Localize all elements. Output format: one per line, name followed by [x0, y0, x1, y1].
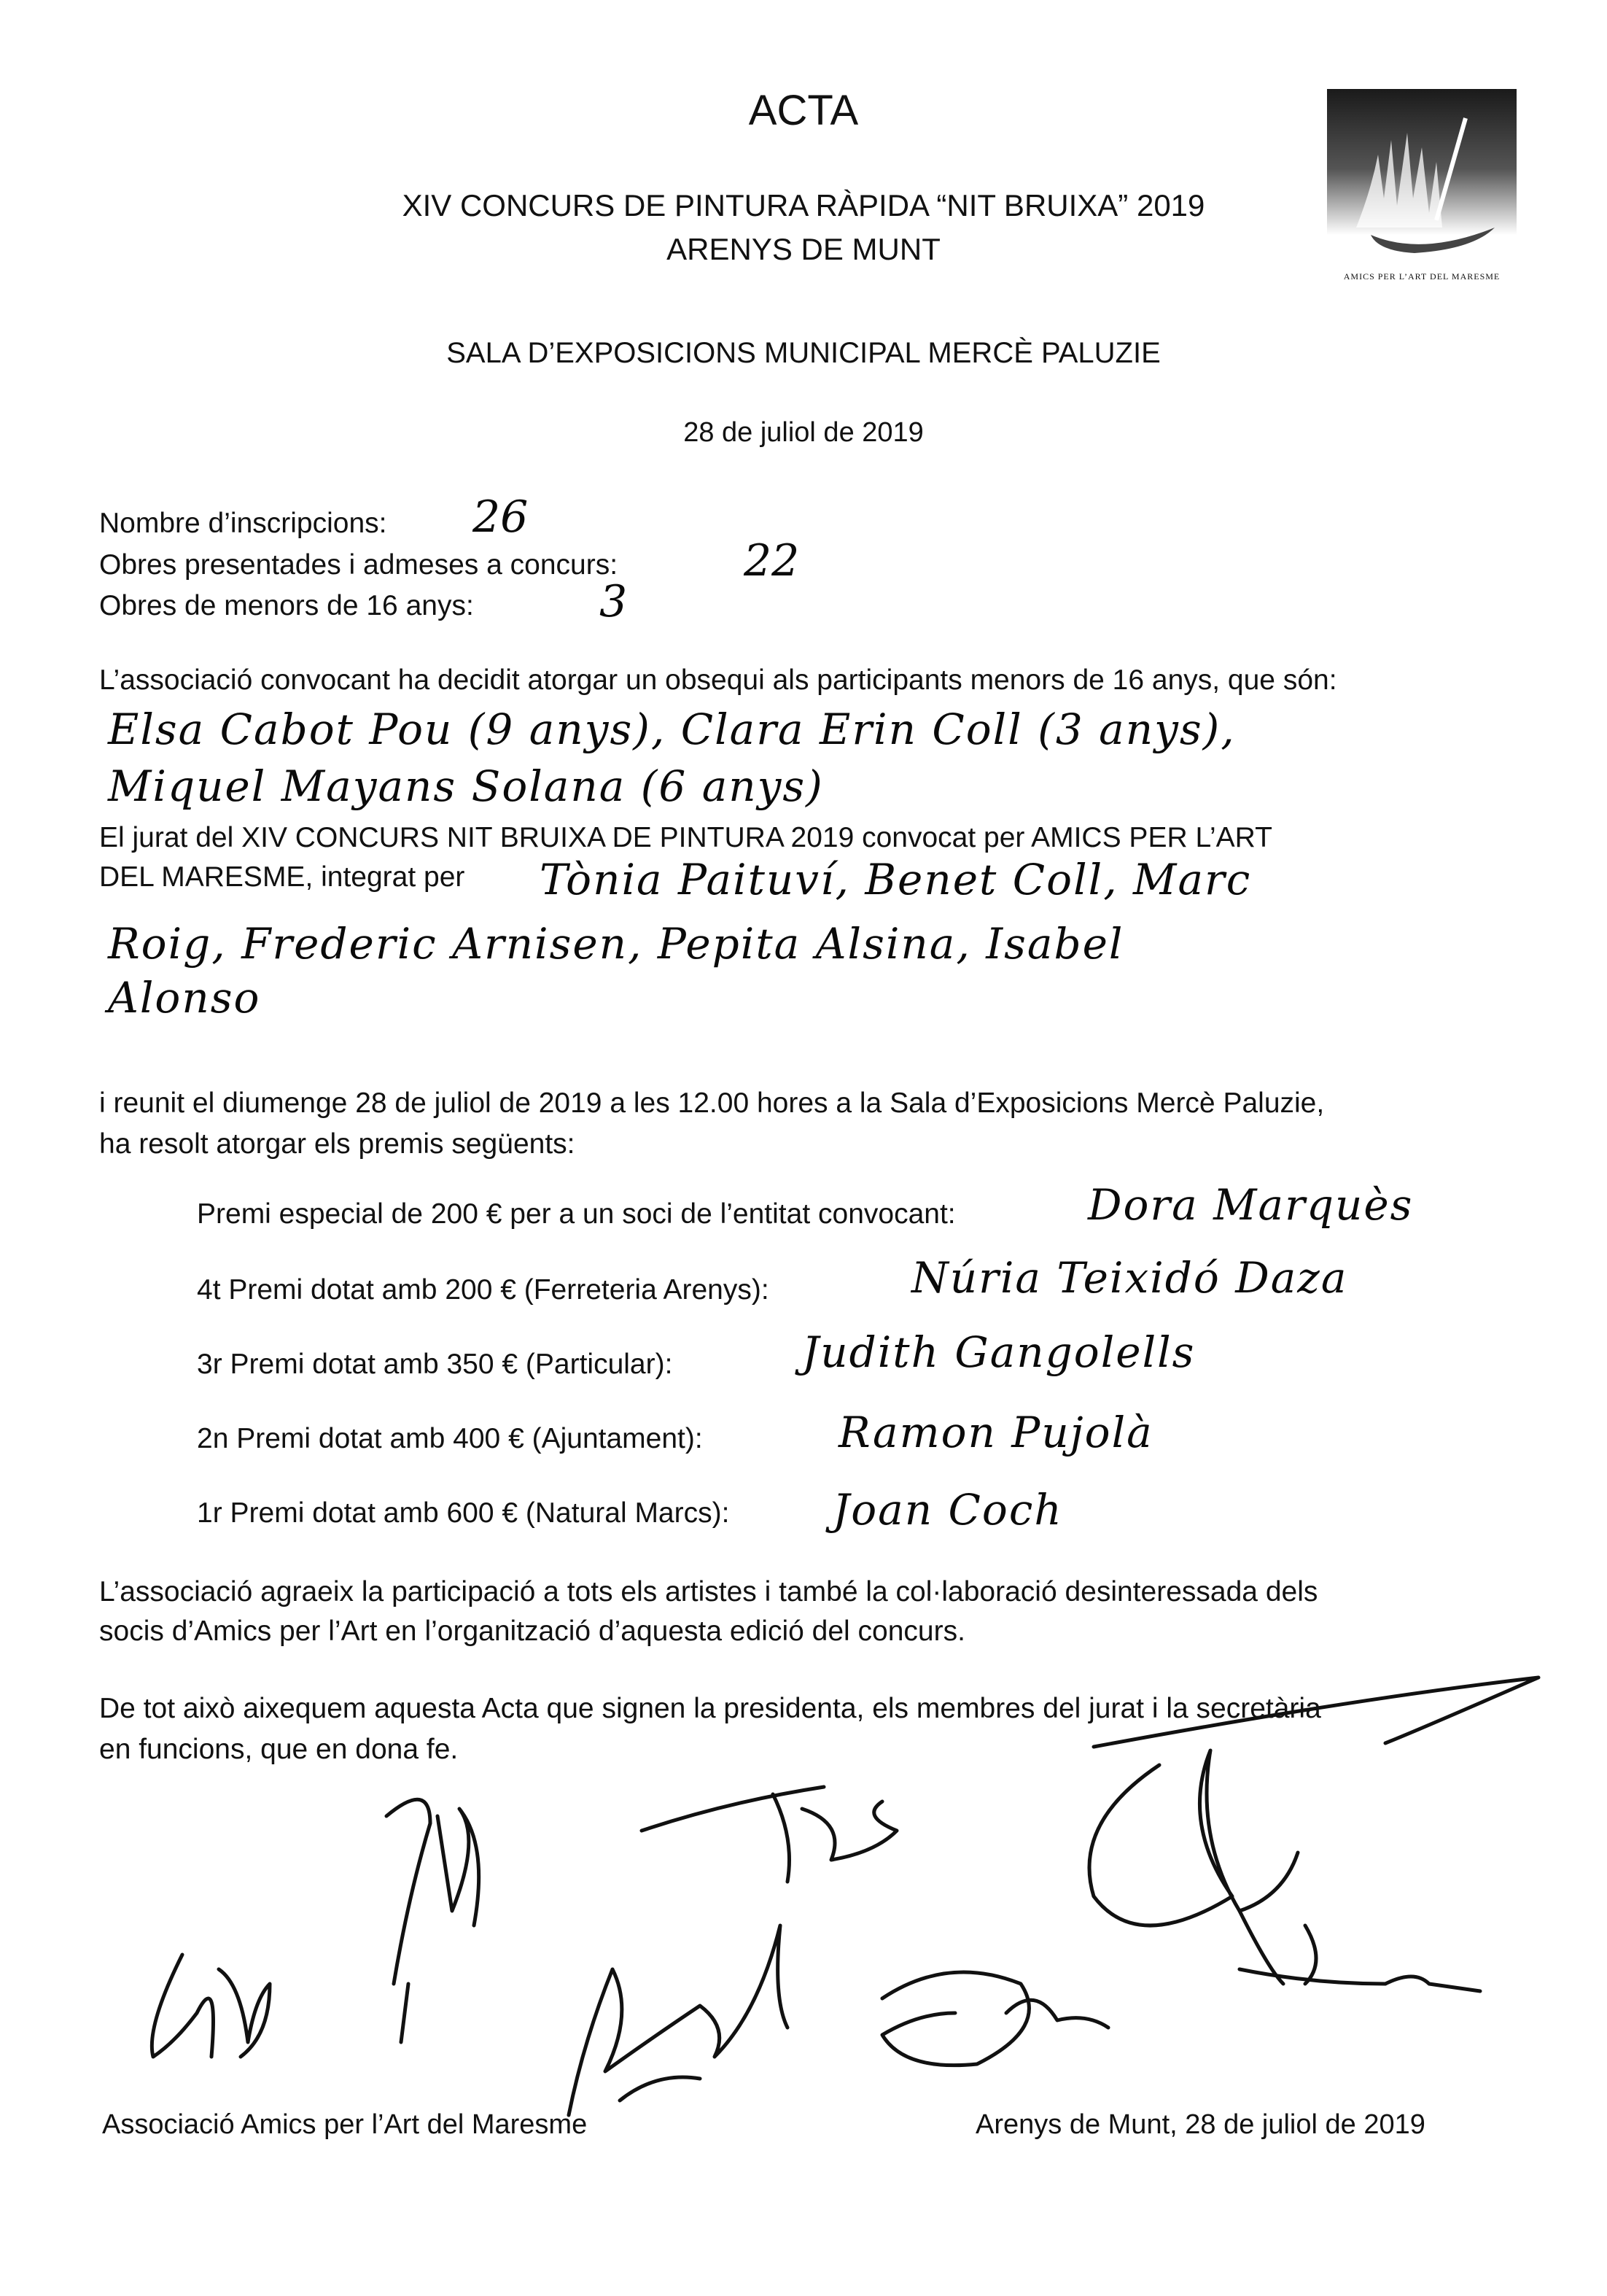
prize-2nd-winner: Ramon Pujolà — [838, 1408, 1153, 1457]
signature-stroke — [1094, 1678, 1538, 1747]
signature-3 — [152, 1955, 270, 2057]
thanks-line2: socis d’Amics per l’Art en l’organització d’aquesta edició del concurs. — [99, 1616, 965, 1647]
signature-4 — [569, 1925, 787, 2115]
works-value: 22 — [744, 535, 800, 586]
jury-text-line1: El jurat del XIV CONCURS NIT BRUIXA DE PINTURA 2019 convocat per AMICS PER L’ART — [99, 822, 1272, 853]
registrations-value: 26 — [472, 492, 529, 543]
jury-names-line2: Roig, Frederic Arnisen, Pepita Alsina, Isabel — [108, 919, 1124, 969]
prize-4th-label: 4t Premi dotat amb 200 € (Ferreteria Arenys): — [197, 1274, 769, 1306]
prize-2nd-label: 2n Premi dotat amb 400 € (Ajuntament): — [197, 1423, 703, 1454]
contest-location: ARENYS DE MUNT — [666, 232, 941, 266]
closing-line1: De tot això aixequem aquesta Acta que signen la presidenta, els membres del jurat i la secretària — [99, 1693, 1321, 1724]
document-date: 28 de juliol de 2019 — [683, 417, 924, 448]
prize-special-label: Premi especial de 200 € per a un soci de l’entitat convocant: — [197, 1198, 956, 1230]
signature-6 — [1240, 1911, 1480, 1991]
minors-value: 3 — [599, 576, 628, 627]
jury-names-line1: Tònia Paituví, Benet Coll, Marc — [540, 855, 1252, 904]
signature-1 — [386, 1799, 479, 2042]
meeting-line2: ha resolt atorgar els premis següents: — [99, 1128, 575, 1160]
prize-special-winner: Dora Marquès — [1088, 1180, 1414, 1230]
thanks-line1: L’associació agraeix la participació a tots els artistes i també la col·laboració desinteressada dels — [99, 1576, 1318, 1607]
prize-1st-label: 1r Premi dotat amb 600 € (Natural Marcs): — [197, 1497, 730, 1529]
minors-label: Obres de menors de 16 anys: — [99, 590, 474, 621]
minors-names-line2: Miquel Mayans Solana (6 anys) — [108, 761, 824, 811]
prize-3rd-label: 3r Premi dotat amb 350 € (Particular): — [197, 1349, 673, 1380]
document-title: ACTA — [748, 87, 859, 134]
closing-line2: en funcions, que en dona fe. — [99, 1734, 459, 1765]
footer-place-date: Arenys de Munt, 28 de juliol de 2019 — [976, 2109, 1425, 2140]
registrations-label: Nombre d’inscripcions: — [99, 508, 387, 539]
prize-1st-winner: Joan Coch — [833, 1485, 1063, 1535]
logo-caption: AMICS PER L’ART DEL MARESME — [1343, 271, 1501, 282]
footer-association: Associació Amics per l’Art del Maresme — [102, 2109, 588, 2140]
meeting-line1: i reunit el diumenge 28 de juliol de 2019 a les 12.00 hores a la Sala d’Exposicions Mercè Paluzie, — [99, 1087, 1325, 1119]
jury-names-line3: Alonso — [108, 973, 261, 1023]
signature-2 — [642, 1787, 897, 1882]
contest-title: XIV CONCURS DE PINTURA RÀPIDA “NIT BRUIXA” 2019 — [402, 188, 1205, 222]
venue-name: SALA D’EXPOSICIONS MUNICIPAL MERCÈ PALUZIE — [446, 337, 1161, 369]
prize-4th-winner: Núria Teixidó Daza — [911, 1253, 1348, 1303]
signature-5 — [882, 1972, 1108, 2066]
jury-text-line2: DEL MARESME, integrat per — [99, 861, 465, 893]
works-label: Obres presentades i admeses a concurs: — [99, 549, 618, 581]
signature-presidenta — [1089, 1750, 1298, 1925]
minors-names-line1: Elsa Cabot Pou (9 anys), Clara Erin Coll (3 anys), — [108, 705, 1236, 754]
minors-intro: L’associació convocant ha decidit atorgar un obsequi als participants menors de 16 anys, que són: — [99, 664, 1337, 696]
prize-3rd-winner: Judith Gangolells — [802, 1327, 1196, 1377]
